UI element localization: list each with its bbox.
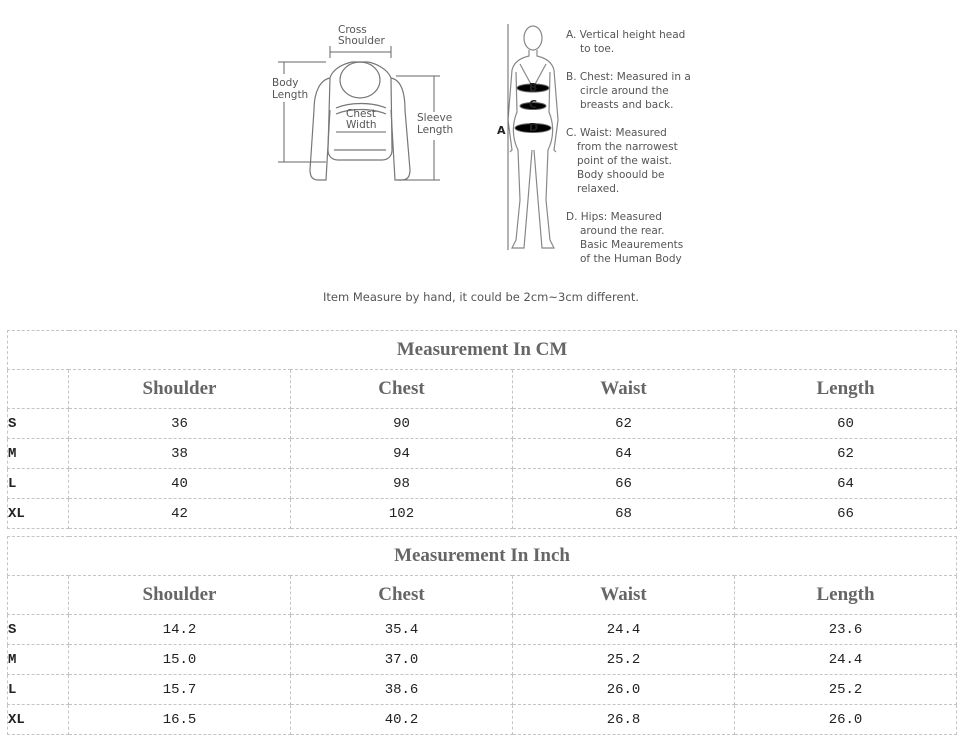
marker-c: C bbox=[529, 98, 538, 111]
table-title-row bbox=[8, 537, 957, 576]
sleeve-length-label-line2: Length bbox=[417, 124, 454, 136]
instruction-d-line4: of the Human Body bbox=[580, 253, 682, 265]
shoulder-cell: 15.7 bbox=[69, 675, 291, 705]
header-shoulder: Shoulder bbox=[69, 576, 291, 615]
instruction-d-line3: Basic Meaurements bbox=[580, 239, 684, 251]
instruction-a-line1: A. Vertical height head bbox=[566, 29, 686, 41]
table-title-row bbox=[8, 331, 957, 370]
instruction-a-line2: to toe. bbox=[580, 43, 615, 55]
length-cell: 26.0 bbox=[735, 705, 957, 735]
instruction-d-line1: D. Hips: Measured bbox=[566, 211, 662, 223]
shoulder-cell: 15.0 bbox=[69, 645, 291, 675]
marker-b: B bbox=[529, 81, 538, 94]
table-row bbox=[8, 675, 957, 705]
length-cell: 24.4 bbox=[735, 645, 957, 675]
measurement-note: Item Measure by hand, it could be 2cm~3cm different. bbox=[322, 290, 640, 304]
size-cell: S bbox=[8, 409, 69, 439]
length-cell: 60 bbox=[735, 409, 957, 439]
cross-shoulder-label-line1: Cross bbox=[338, 24, 367, 36]
waist-cell: 68 bbox=[513, 499, 735, 529]
header-waist: Waist bbox=[513, 370, 735, 409]
chest-cell: 94 bbox=[291, 439, 513, 469]
table-row bbox=[8, 499, 957, 529]
length-cell: 66 bbox=[735, 499, 957, 529]
instruction-c-line2: from the narrowest bbox=[577, 141, 678, 153]
header-blank bbox=[8, 576, 69, 615]
waist-cell: 66 bbox=[513, 469, 735, 499]
header-shoulder: Shoulder bbox=[69, 370, 291, 409]
shoulder-cell: 14.2 bbox=[69, 615, 291, 645]
size-cell: M bbox=[8, 645, 69, 675]
table-row bbox=[8, 645, 957, 675]
instruction-c-line4: Body shoould be bbox=[577, 169, 665, 181]
shoulder-cell: 16.5 bbox=[69, 705, 291, 735]
size-cell: M bbox=[8, 439, 69, 469]
header-length: Length bbox=[735, 576, 957, 615]
measurement-instructions bbox=[566, 29, 691, 265]
header-chest: Chest bbox=[291, 370, 513, 409]
instruction-b-line3: breasts and back. bbox=[580, 99, 674, 111]
table-row bbox=[8, 615, 957, 645]
shoulder-cell: 38 bbox=[69, 439, 291, 469]
length-cell: 23.6 bbox=[735, 615, 957, 645]
sleeve-length-label-line1: Sleeve bbox=[417, 112, 453, 124]
waist-cell: 26.8 bbox=[513, 705, 735, 735]
table-title: Measurement In Inch bbox=[8, 537, 957, 576]
chest-cell: 98 bbox=[291, 469, 513, 499]
marker-d: D bbox=[529, 121, 539, 134]
cross-shoulder-label-line2: Shoulder bbox=[338, 35, 385, 47]
table-header-row bbox=[8, 370, 957, 409]
length-cell: 25.2 bbox=[735, 675, 957, 705]
instruction-b-line1: B. Chest: Measured in a bbox=[566, 71, 691, 83]
chest-cell: 38.6 bbox=[291, 675, 513, 705]
table-row bbox=[8, 439, 957, 469]
waist-cell: 26.0 bbox=[513, 675, 735, 705]
table-header-row bbox=[8, 576, 957, 615]
table-row bbox=[8, 409, 957, 439]
table-row bbox=[8, 469, 957, 499]
instruction-c-line3: point of the waist. bbox=[577, 155, 673, 167]
waist-cell: 62 bbox=[513, 409, 735, 439]
chest-cell: 40.2 bbox=[291, 705, 513, 735]
instruction-c-line5: relaxed. bbox=[577, 183, 620, 195]
chest-cell: 35.4 bbox=[291, 615, 513, 645]
header-chest: Chest bbox=[291, 576, 513, 615]
waist-cell: 25.2 bbox=[513, 645, 735, 675]
size-cell: XL bbox=[8, 705, 69, 735]
chest-cell: 90 bbox=[291, 409, 513, 439]
chest-width-label-line1: Chest bbox=[346, 108, 377, 120]
human-figure bbox=[508, 26, 558, 248]
marker-a: A bbox=[497, 124, 506, 137]
instruction-d-line2: around the rear. bbox=[580, 225, 665, 237]
body-length-label-line1: Body bbox=[272, 77, 299, 89]
size-cell: L bbox=[8, 469, 69, 499]
waist-cell: 24.4 bbox=[513, 615, 735, 645]
header-waist: Waist bbox=[513, 576, 735, 615]
size-table-inch bbox=[7, 536, 957, 735]
measurement-diagram bbox=[0, 0, 962, 320]
table-title: Measurement In CM bbox=[8, 331, 957, 370]
table-row bbox=[8, 705, 957, 735]
instruction-b-line2: circle around the bbox=[580, 85, 669, 97]
header-blank bbox=[8, 370, 69, 409]
shoulder-cell: 42 bbox=[69, 499, 291, 529]
shoulder-cell: 40 bbox=[69, 469, 291, 499]
size-cell: L bbox=[8, 675, 69, 705]
chest-cell: 102 bbox=[291, 499, 513, 529]
body-length-label-line2: Length bbox=[272, 89, 309, 101]
size-cell: XL bbox=[8, 499, 69, 529]
body-measure-lines bbox=[508, 24, 551, 250]
instruction-c-line1: C. Waist: Measured bbox=[566, 127, 667, 139]
length-cell: 64 bbox=[735, 469, 957, 499]
chest-width-label-line2: Width bbox=[346, 119, 377, 131]
size-cell: S bbox=[8, 615, 69, 645]
size-table-cm bbox=[7, 330, 957, 529]
waist-cell: 64 bbox=[513, 439, 735, 469]
chest-cell: 37.0 bbox=[291, 645, 513, 675]
shoulder-cell: 36 bbox=[69, 409, 291, 439]
header-length: Length bbox=[735, 370, 957, 409]
length-cell: 62 bbox=[735, 439, 957, 469]
